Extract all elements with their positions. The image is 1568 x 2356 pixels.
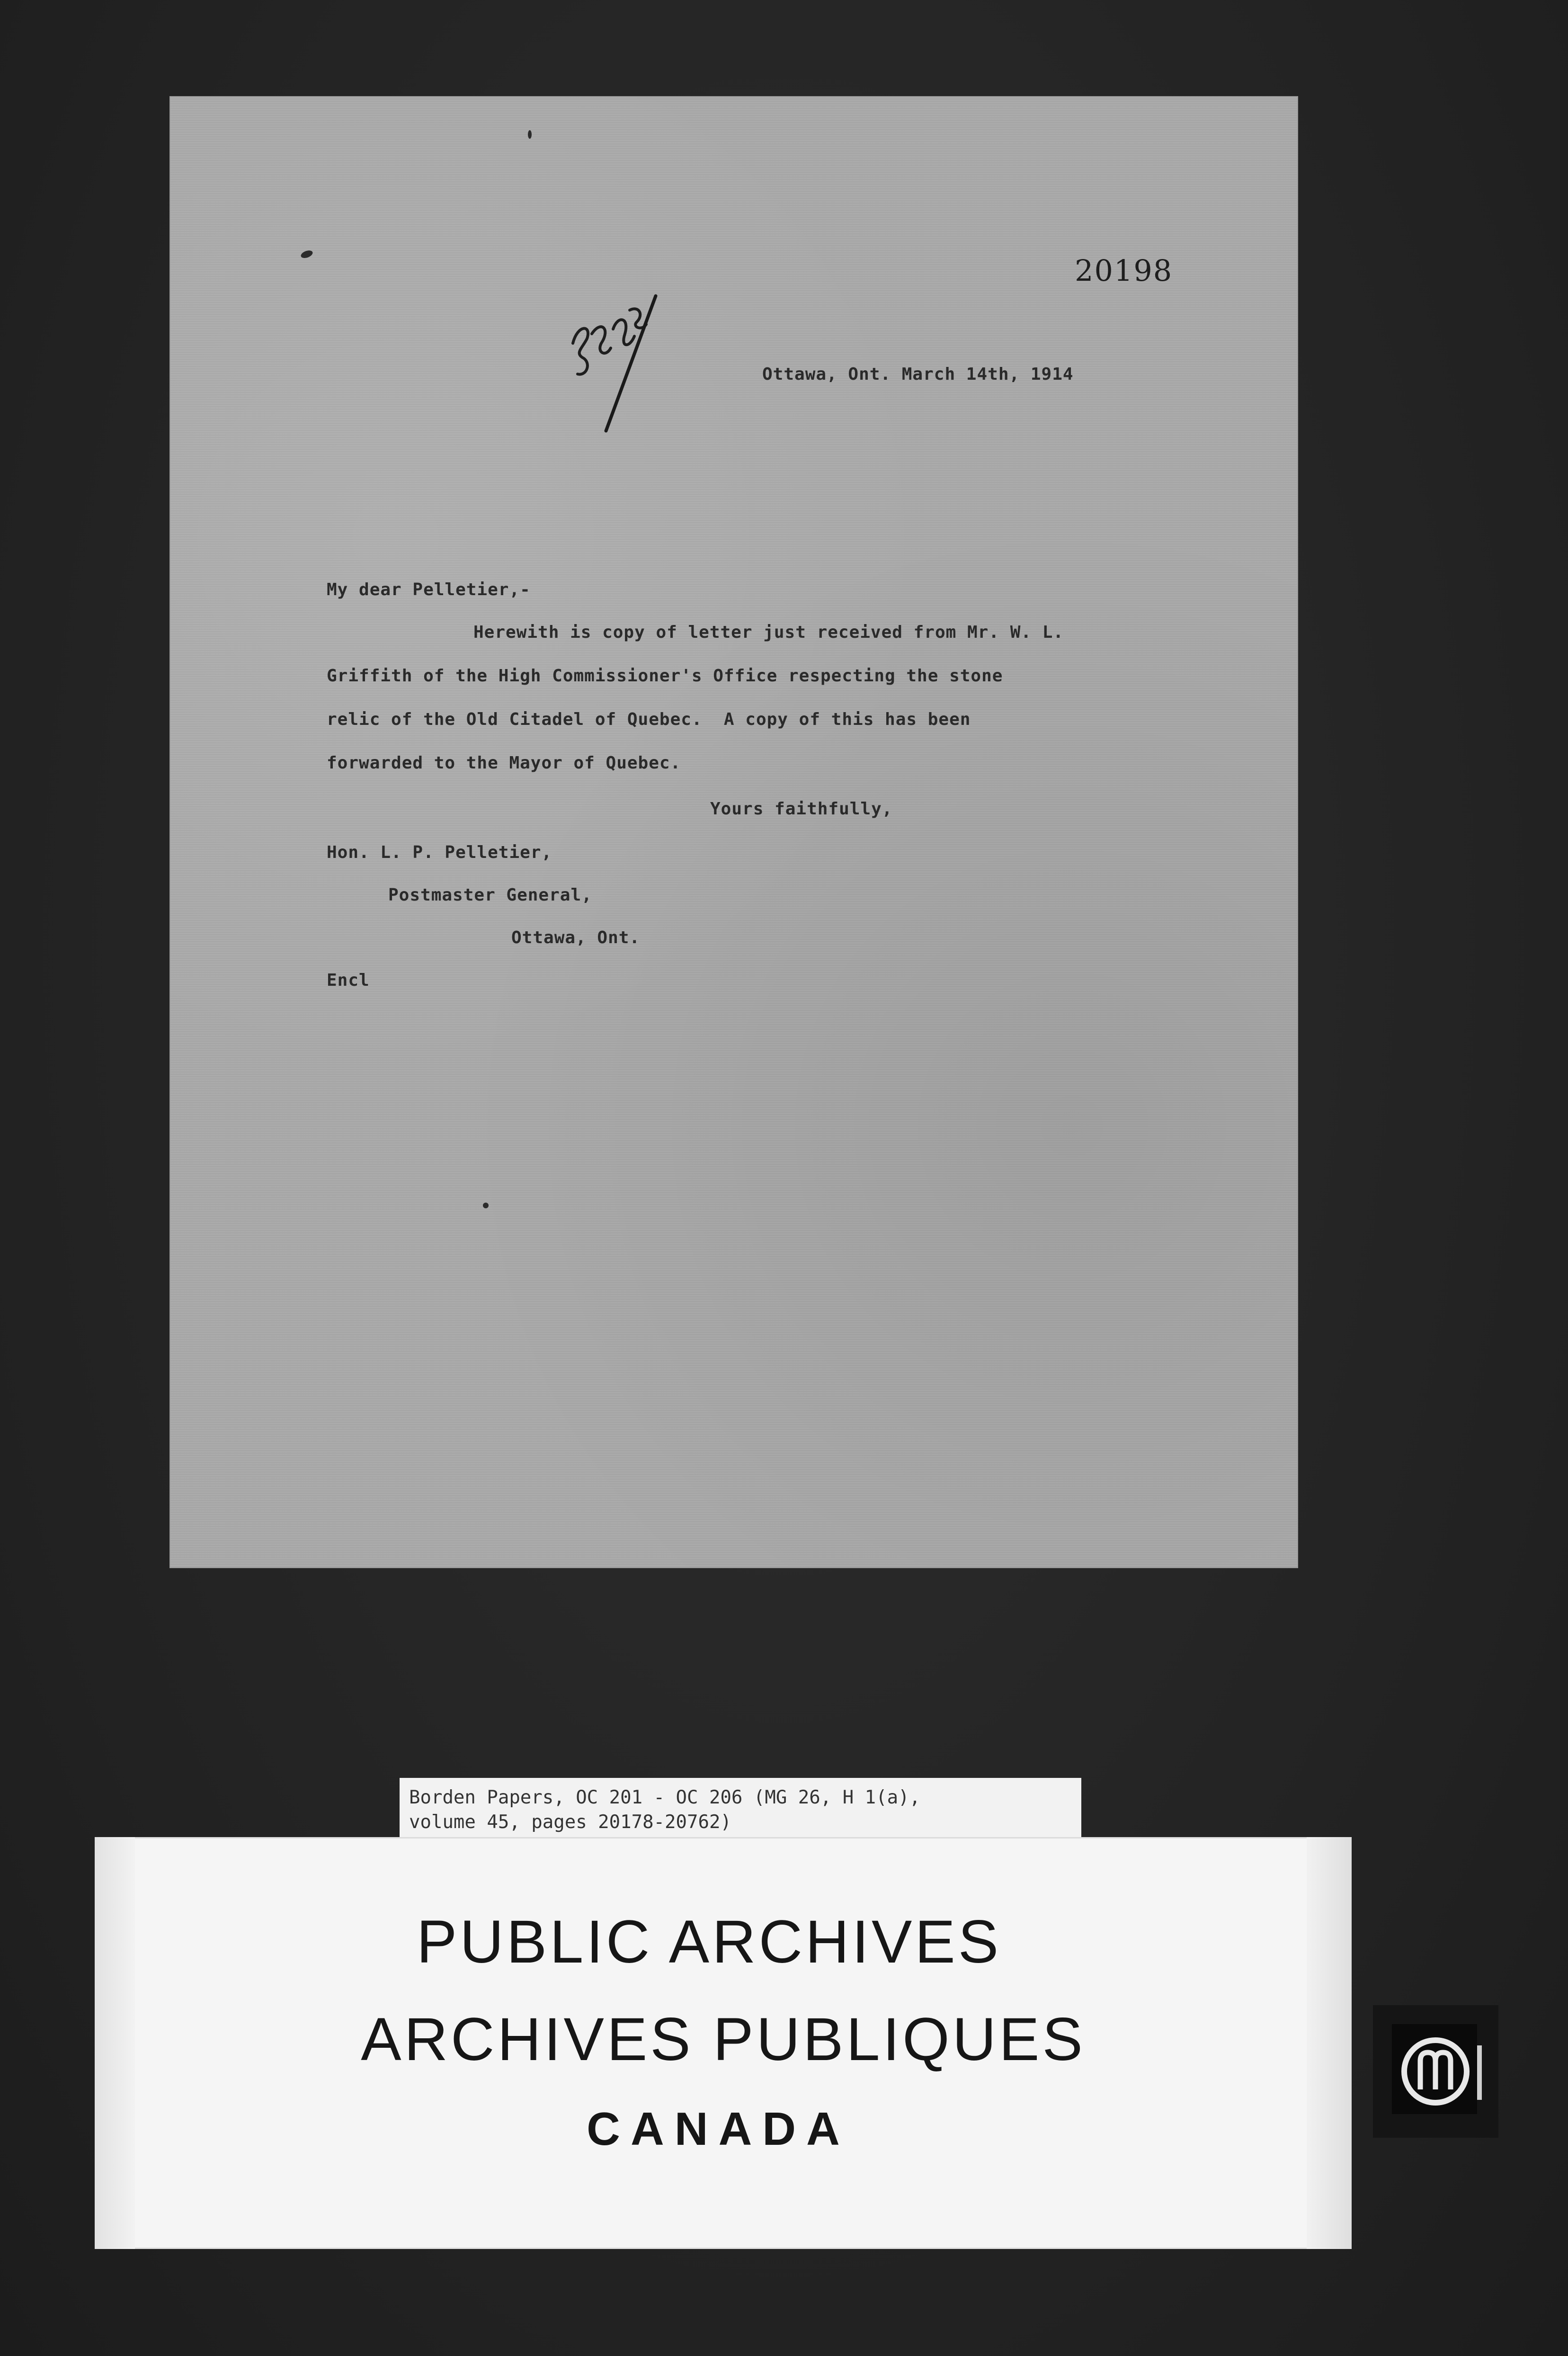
document-number: 20198 <box>1075 253 1173 288</box>
paper-speck <box>528 130 532 139</box>
address-line-2: Postmaster General, <box>388 885 592 905</box>
letter-page <box>170 97 1297 1567</box>
archives-monogram-icon <box>1373 2005 1498 2138</box>
body-line-1: Herewith is copy of letter just received from Mr. W. L. <box>473 623 1064 642</box>
card-title-french: ARCHIVES PUBLIQUES <box>361 2006 1086 2073</box>
paper-speck <box>483 1203 489 1208</box>
address-line-3: Ottawa, Ont. <box>511 928 641 947</box>
handwritten-annotation <box>559 277 672 433</box>
body-line-3: relic of the Old Citadel of Quebec. A copy of this has been <box>327 710 971 729</box>
salutation: My dear Pelletier,- <box>327 580 531 599</box>
logo-box <box>1373 2005 1498 2138</box>
caption-line-1: Borden Papers, OC 201 - OC 206 (MG 26, H 1(a), <box>409 1787 921 1808</box>
address-line-1: Hon. L. P. Pelletier, <box>327 843 552 862</box>
enclosure-note: Encl <box>327 971 370 990</box>
archives-card <box>95 1837 1352 2249</box>
caption-line-2: volume 45, pages 20178-20762) <box>409 1812 731 1833</box>
card-title-english: PUBLIC ARCHIVES <box>416 1908 1002 1976</box>
card-country: CANADA <box>587 2103 850 2155</box>
dateline: Ottawa, Ont. March 14th, 1914 <box>762 365 1074 384</box>
body-line-2: Griffith of the High Commissioner's Office respecting the stone <box>327 666 1003 686</box>
body-line-4: forwarded to the Mayor of Quebec. <box>327 753 681 773</box>
paper-speck <box>300 249 313 259</box>
closing: Yours faithfully, <box>710 799 893 819</box>
